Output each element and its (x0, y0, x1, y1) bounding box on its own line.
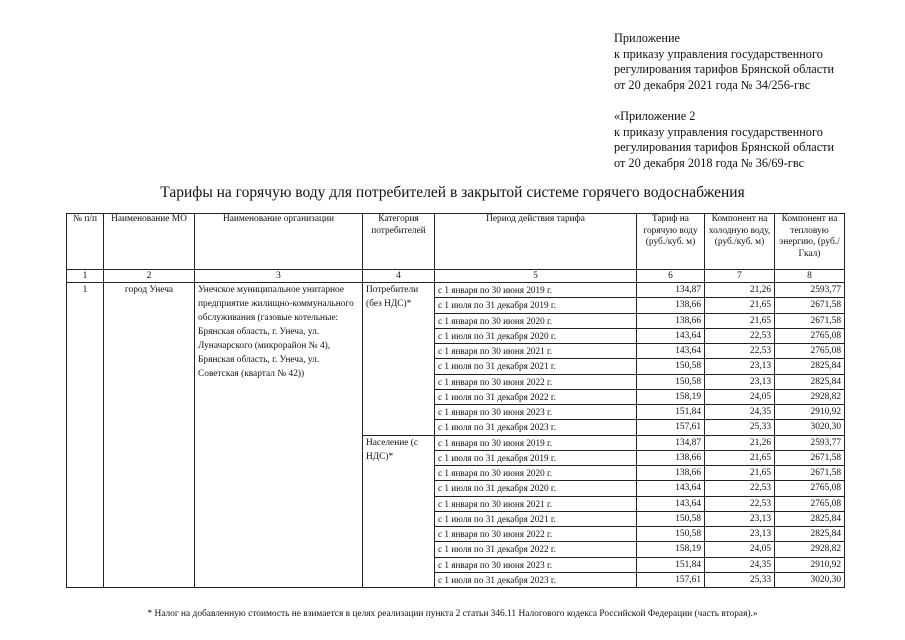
tariff-cell: 134,87 (637, 283, 705, 298)
heat-component-cell: 2671,58 (775, 450, 845, 465)
tariff-cell: 138,66 (637, 313, 705, 328)
heat-component-cell: 2928,82 (775, 389, 845, 404)
column-header-organization: Наименование организации (195, 214, 363, 270)
heat-component-cell: 2910,92 (775, 405, 845, 420)
heat-component-cell: 2765,08 (775, 496, 845, 511)
footnote: * Налог на добавленную стоимость не взимается в целях реализации пункта 2 статьи 346.11 Налогового кодекса Российской Федерации (часть вторая).» (147, 609, 758, 619)
tariff-cell: 143,64 (637, 328, 705, 343)
heat-component-cell: 2593,77 (775, 283, 845, 298)
period-cell: с 1 июля по 31 декабря 2020 г. (435, 328, 637, 343)
appendix-header-current: Приложение к приказу управления государственного регулирования тарифов Брянской области от 20 декабря 2021 года № 34/256-гвс (614, 31, 835, 92)
cold-water-component-cell: 21,65 (705, 298, 775, 313)
cold-water-component-cell: 21,26 (705, 435, 775, 450)
cold-water-component-cell: 23,13 (705, 527, 775, 542)
tariff-cell: 143,64 (637, 496, 705, 511)
period-cell: с 1 июля по 31 декабря 2021 г. (435, 511, 637, 526)
cold-water-component-cell: 24,35 (705, 405, 775, 420)
tariff-table (66, 213, 845, 588)
document-title: Тарифы на горячую воду для потребителей в закрытой системе горячего водоснабжения (160, 184, 745, 201)
column-header-tariff: Тариф на горячую воду (руб./куб. м) (637, 214, 705, 270)
cold-water-component-cell: 24,05 (705, 389, 775, 404)
cold-water-component-cell: 21,26 (705, 283, 775, 298)
heat-component-cell: 2671,58 (775, 313, 845, 328)
column-header-period: Период действия тарифа (435, 214, 637, 270)
tariff-cell: 150,58 (637, 374, 705, 389)
tariff-cell: 150,58 (637, 527, 705, 542)
period-cell: с 1 июля по 31 декабря 2021 г. (435, 359, 637, 374)
tariff-cell: 150,58 (637, 511, 705, 526)
heat-component-cell: 2928,82 (775, 542, 845, 557)
tariff-cell: 158,19 (637, 389, 705, 404)
heat-component-cell: 2825,84 (775, 374, 845, 389)
heat-component-cell: 2825,84 (775, 359, 845, 374)
cold-water-component-cell: 23,13 (705, 374, 775, 389)
period-cell: с 1 июля по 31 декабря 2020 г. (435, 481, 637, 496)
column-number: 7 (705, 270, 775, 283)
organization-cell: Унечское муниципальное унитарное предприятие жилищно-коммунального обслуживания (газовые котельные: Брянская область, г. Унеча, ул. Луначарского (микрорайон № 4), Брянская область, г. Унеча, ул. Советская (квартал № 42)) (195, 283, 363, 588)
tariff-cell: 138,66 (637, 466, 705, 481)
tariff-cell: 157,61 (637, 572, 705, 587)
column-number: 6 (637, 270, 705, 283)
column-number: 3 (195, 270, 363, 283)
cold-water-component-cell: 21,65 (705, 313, 775, 328)
period-cell: с 1 января по 30 июня 2021 г. (435, 496, 637, 511)
cold-water-component-cell: 25,33 (705, 420, 775, 435)
column-number: 8 (775, 270, 845, 283)
cold-water-component-cell: 24,05 (705, 542, 775, 557)
period-cell: с 1 января по 30 июня 2022 г. (435, 374, 637, 389)
appendix-header-original: «Приложение 2 к приказу управления государственного регулирования тарифов Брянской области от 20 декабря 2018 года № 36/69-гвс (614, 109, 835, 170)
tariff-cell: 157,61 (637, 420, 705, 435)
period-cell: с 1 января по 30 июня 2023 г. (435, 557, 637, 572)
column-header-cold-component: Компонент на холодную воду, (руб./куб. м) (705, 214, 775, 270)
column-header-municipality: Наименование МО (104, 214, 195, 270)
period-cell: с 1 июля по 31 декабря 2023 г. (435, 420, 637, 435)
cold-water-component-cell: 25,33 (705, 572, 775, 587)
tariff-cell: 151,84 (637, 405, 705, 420)
cold-water-component-cell: 22,53 (705, 344, 775, 359)
period-cell: с 1 июля по 31 декабря 2023 г. (435, 572, 637, 587)
period-cell: с 1 января по 30 июня 2023 г. (435, 405, 637, 420)
cold-water-component-cell: 22,53 (705, 481, 775, 496)
column-header-heat-component: Компонент на тепловую энергию, (руб./Гкал) (775, 214, 845, 270)
period-cell: с 1 января по 30 июня 2020 г. (435, 313, 637, 328)
heat-component-cell: 3020,30 (775, 420, 845, 435)
row-number-cell: 1 (67, 283, 104, 588)
cold-water-component-cell: 24,35 (705, 557, 775, 572)
cold-water-component-cell: 21,65 (705, 466, 775, 481)
period-cell: с 1 июля по 31 декабря 2022 г. (435, 542, 637, 557)
column-number-row (67, 270, 845, 283)
heat-component-cell: 2671,58 (775, 466, 845, 481)
heat-component-cell: 2825,84 (775, 511, 845, 526)
cold-water-component-cell: 23,13 (705, 511, 775, 526)
period-cell: с 1 января по 30 июня 2019 г. (435, 435, 637, 450)
period-cell: с 1 января по 30 июня 2019 г. (435, 283, 637, 298)
cold-water-component-cell: 21,65 (705, 450, 775, 465)
cold-water-component-cell: 23,13 (705, 359, 775, 374)
column-number: 5 (435, 270, 637, 283)
tariff-cell: 134,87 (637, 435, 705, 450)
column-number: 2 (104, 270, 195, 283)
tariff-cell: 150,58 (637, 359, 705, 374)
category-cell: Потребители (без НДС)* (363, 283, 435, 436)
table-header-row (67, 214, 845, 270)
tariff-cell: 138,66 (637, 450, 705, 465)
tariff-cell: 143,64 (637, 344, 705, 359)
column-number: 4 (363, 270, 435, 283)
heat-component-cell: 2765,08 (775, 328, 845, 343)
heat-component-cell: 2825,84 (775, 527, 845, 542)
municipality-cell: город Унеча (104, 283, 195, 588)
table-row (67, 283, 845, 298)
period-cell: с 1 января по 30 июня 2022 г. (435, 527, 637, 542)
heat-component-cell: 2765,08 (775, 481, 845, 496)
column-header-category: Категория потребителей (363, 214, 435, 270)
heat-component-cell: 2910,92 (775, 557, 845, 572)
period-cell: с 1 января по 30 июня 2021 г. (435, 344, 637, 359)
tariff-cell: 151,84 (637, 557, 705, 572)
tariff-cell: 158,19 (637, 542, 705, 557)
period-cell: с 1 июля по 31 декабря 2019 г. (435, 298, 637, 313)
column-header-number: № п/п (67, 214, 104, 270)
period-cell: с 1 января по 30 июня 2020 г. (435, 466, 637, 481)
period-cell: с 1 июля по 31 декабря 2022 г. (435, 389, 637, 404)
heat-component-cell: 2765,08 (775, 344, 845, 359)
heat-component-cell: 2593,77 (775, 435, 845, 450)
tariff-cell: 138,66 (637, 298, 705, 313)
cold-water-component-cell: 22,53 (705, 328, 775, 343)
category-cell: Население (с НДС)* (363, 435, 435, 588)
period-cell: с 1 июля по 31 декабря 2019 г. (435, 450, 637, 465)
heat-component-cell: 2671,58 (775, 298, 845, 313)
column-number: 1 (67, 270, 104, 283)
cold-water-component-cell: 22,53 (705, 496, 775, 511)
tariff-cell: 143,64 (637, 481, 705, 496)
heat-component-cell: 3020,30 (775, 572, 845, 587)
